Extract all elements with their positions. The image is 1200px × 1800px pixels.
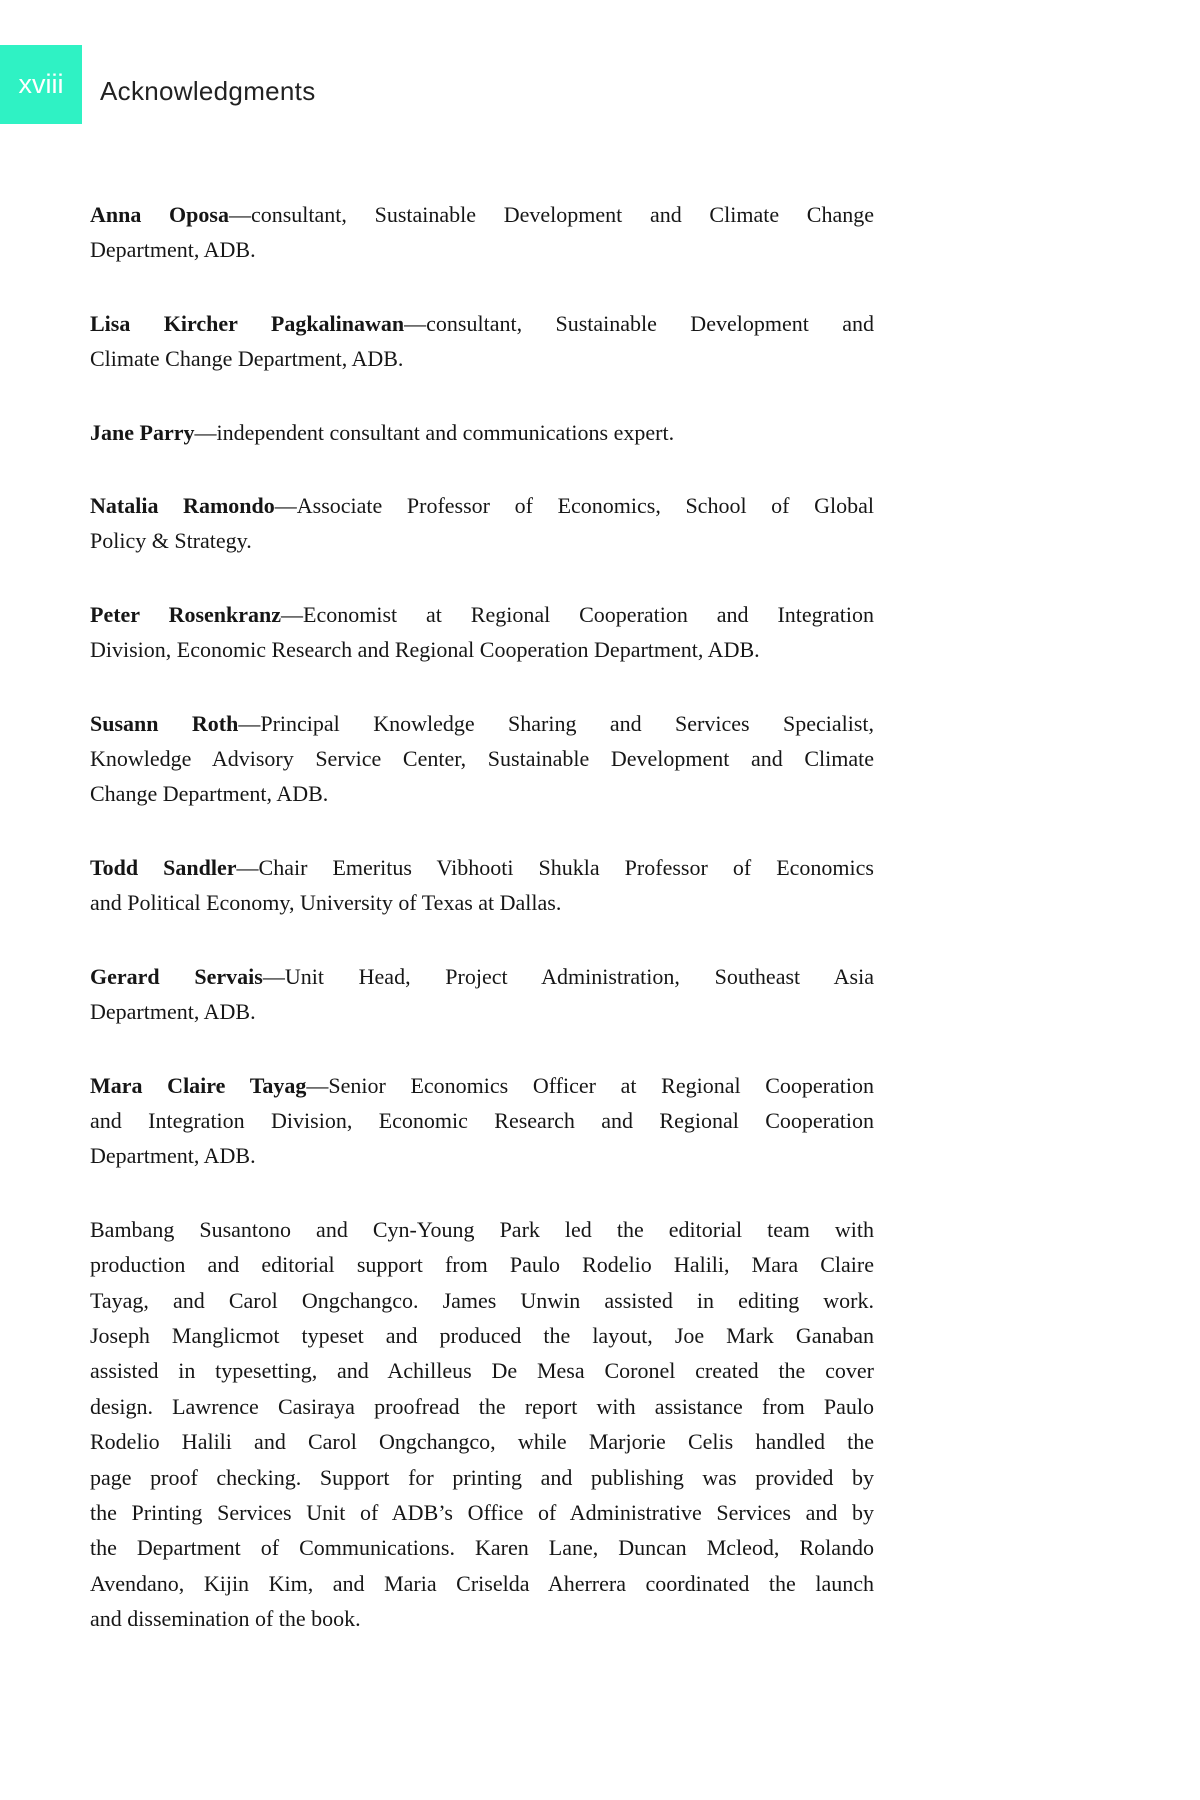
text-line: the Printing Services Unit of ADB’s Office of Administrative Services and by (90, 1499, 874, 1525)
text-line: Avendano, Kijin Kim, and Maria Criselda Aherrera coordinated the launch (90, 1570, 874, 1596)
text-line: and dissemination of the book. (90, 1606, 361, 1632)
text-line: Climate Change Department, ADB. (90, 346, 404, 372)
text-line: the Department of Communications. Karen Lane, Duncan Mcleod, Rolando (90, 1535, 874, 1561)
text-line: Rodelio Halili and Carol Ongchangco, while Marjorie Celis handled the (90, 1429, 874, 1455)
person-name: Susann Roth (90, 710, 239, 736)
text-line: Anna Oposa—consultant, Sustainable Development and Climate Change (90, 202, 874, 227)
paragraph (90, 959, 874, 1030)
text-line: Susann Roth—Principal Knowledge Sharing and Services Specialist, (90, 710, 874, 736)
person-name: Lisa Kircher Pagkalinawan (90, 310, 405, 336)
text-line: and Political Economy, University of Texas at Dallas. (90, 890, 562, 916)
text-line: production and editorial support from Paulo Rodelio Halili, Mara Claire (90, 1252, 874, 1278)
page-number: xviii (18, 69, 64, 99)
paragraph (90, 1212, 874, 1637)
paragraph (90, 597, 874, 668)
person-name: Peter Rosenkranz (90, 601, 282, 627)
person-name: Jane Parry (90, 419, 195, 445)
text-line: Policy & Strategy. (90, 528, 252, 554)
person-name: Gerard Servais (90, 963, 263, 989)
text-line: Department, ADB. (90, 999, 256, 1025)
text-line: Lisa Kircher Pagkalinawan—consultant, Sustainable Development and (90, 310, 874, 336)
text-line: Mara Claire Tayag—Senior Economics Officer at Regional Cooperation (90, 1072, 874, 1098)
text-line: Tayag, and Carol Ongchangco. James Unwin assisted in editing work. (90, 1287, 874, 1313)
text-line: assisted in typesetting, and Achilleus De Mesa Coronel created the cover (90, 1358, 874, 1384)
text-line: Gerard Servais—Unit Head, Project Administration, Southeast Asia (90, 963, 874, 989)
page-number-badge (0, 45, 82, 124)
text-line: Knowledge Advisory Service Center, Sustainable Development and Climate (90, 746, 874, 772)
text-line: Department, ADB. (90, 237, 256, 263)
text-line: Change Department, ADB. (90, 781, 329, 807)
text-line: Jane Parry—independent consultant and communications expert. (90, 419, 675, 445)
text-line: Natalia Ramondo—Associate Professor of Economics, School of Global (90, 493, 874, 519)
paragraph (90, 706, 874, 812)
person-name: Todd Sandler (90, 854, 237, 880)
text-line: Peter Rosenkranz—Economist at Regional Cooperation and Integration (90, 601, 874, 627)
text-line: Joseph Manglicmot typeset and produced the layout, Joe Mark Ganaban (90, 1322, 874, 1348)
text-line: Todd Sandler—Chair Emeritus Vibhooti Shukla Professor of Economics (90, 854, 874, 880)
page-header-title: Acknowledgments (100, 76, 316, 106)
paragraph (90, 306, 874, 377)
paragraph (90, 415, 874, 450)
text-line: Department, ADB. (90, 1143, 256, 1169)
acknowledgments-body (90, 197, 874, 1675)
text-line: and Integration Division, Economic Research and Regional Cooperation (90, 1107, 874, 1133)
text-line: Bambang Susantono and Cyn-Young Park led the editorial team with (90, 1216, 874, 1242)
text-line: design. Lawrence Casiraya proofread the report with assistance from Paulo (90, 1393, 874, 1419)
text-line: Division, Economic Research and Regional Cooperation Department, ADB. (90, 637, 760, 663)
person-name: Mara Claire Tayag (90, 1072, 307, 1098)
paragraph (90, 488, 874, 559)
person-name: Natalia Ramondo (90, 493, 275, 519)
person-name: Anna Oposa (90, 202, 229, 227)
paragraph (90, 1068, 874, 1174)
paragraph (90, 197, 874, 268)
text-line: page proof checking. Support for printing and publishing was provided by (90, 1464, 874, 1490)
paragraph (90, 850, 874, 921)
